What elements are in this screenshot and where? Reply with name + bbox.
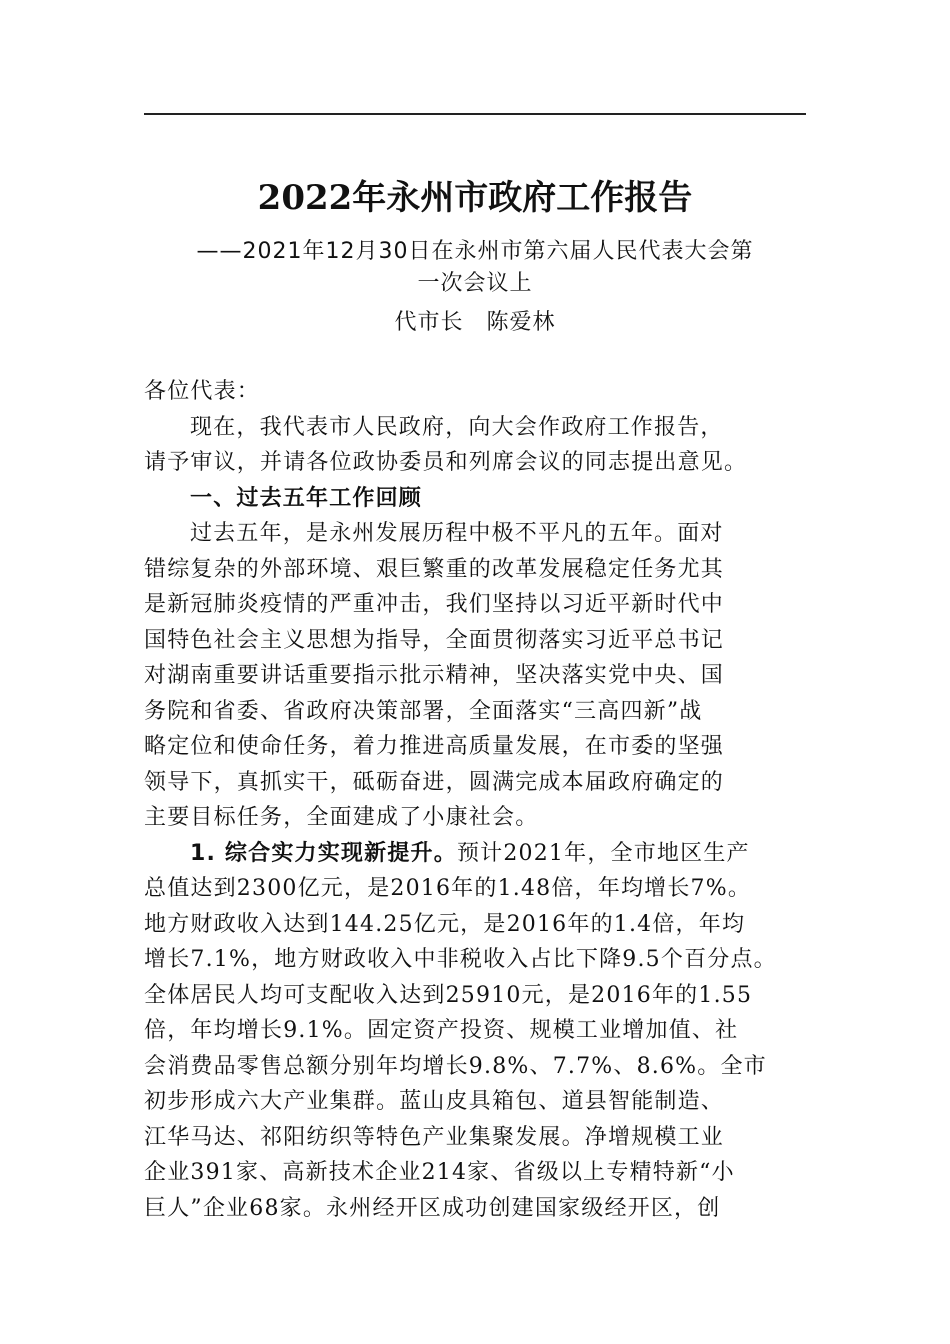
paragraph-line: 对湖南重要讲话重要指示批示精神，坚决落实党中央、国 <box>144 663 725 688</box>
subsection-lead: 1. 综合实力实现新提升。 <box>190 840 457 866</box>
speaker-line: 代市长 陈爱林 <box>394 310 556 335</box>
paragraph-line: 江华马达、祁阳纺织等特色产业集聚发展。净增规模工业 <box>144 1124 725 1150</box>
section-heading: 一、过去五年工作回顾 <box>190 485 423 511</box>
paragraph-line: 会消费品零售总额分别年均增长9.8%、7.7%、8.6%。全市 <box>144 1053 767 1079</box>
document-body <box>144 374 816 1226</box>
salutation: 各位代表： <box>144 379 261 404</box>
subtitle-line-1: ——2021年12月30日在永州市第六届人民代表大会第 <box>196 239 754 264</box>
paragraph-line: 国特色社会主义思想为指导，全面贯彻落实习近平总书记 <box>144 627 725 653</box>
paragraph-line: 领导下，真抓实干，砥砺奋进，圆满完成本届政府确定的 <box>144 769 725 795</box>
document-title: 2022年永州市政府工作报告 <box>257 178 693 218</box>
paragraph-line: 地方财政收入达到144.25亿元，是2016年的1.4倍，年均 <box>144 911 746 937</box>
paragraph-line: 倍，年均增长9.1%。固定资产投资、规模工业增加值、社 <box>144 1018 739 1043</box>
paragraph-line <box>144 836 816 872</box>
paragraph-line: 初步形成六大产业集群。蓝山皮具箱包、道县智能制造、 <box>144 1089 725 1114</box>
paragraph-line: 总值达到2300亿元，是2016年的1.48倍，年均增长7%。 <box>144 876 752 901</box>
paragraph-line: 是新冠肺炎疫情的严重冲击，我们坚持以习近平新时代中 <box>144 592 725 617</box>
paragraph-line: 错综复杂的外部环境、艰巨繁重的改革发展稳定任务尤其 <box>144 556 725 582</box>
paragraph-line: 务院和省委、省政府决策部署，全面落实“三高四新”战 <box>144 698 703 724</box>
intro-line-1: 现在，我代表市人民政府，向大会作政府工作报告， <box>190 414 724 440</box>
subtitle-line-2: 一次会议上 <box>417 271 533 296</box>
paragraph-line: 企业391家、高新技术企业214家、省级以上专精特新“小 <box>144 1160 735 1185</box>
header-rule <box>144 113 806 115</box>
paragraph-line: 过去五年，是永州发展历程中极不平凡的五年。面对 <box>190 521 724 546</box>
paragraph-text: 预计2021年，全市地区生产 <box>456 840 750 866</box>
paragraph-line: 全体居民人均可支配收入达到25910元，是2016年的1.55 <box>144 982 753 1008</box>
paragraph-line: 主要目标任务，全面建成了小康社会。 <box>144 805 539 830</box>
paragraph-line: 巨人”企业68家。永州经开区成功创建国家级经开区，创 <box>144 1195 721 1221</box>
paragraph-line: 增长7.1%，地方财政收入中非税收入占比下降9.5个百分点。 <box>144 947 777 972</box>
paragraph-line: 略定位和使命任务，着力推进高质量发展，在市委的坚强 <box>144 734 725 759</box>
intro-line-2: 请予审议，并请各位政协委员和列席会议的同志提出意见。 <box>144 450 748 475</box>
